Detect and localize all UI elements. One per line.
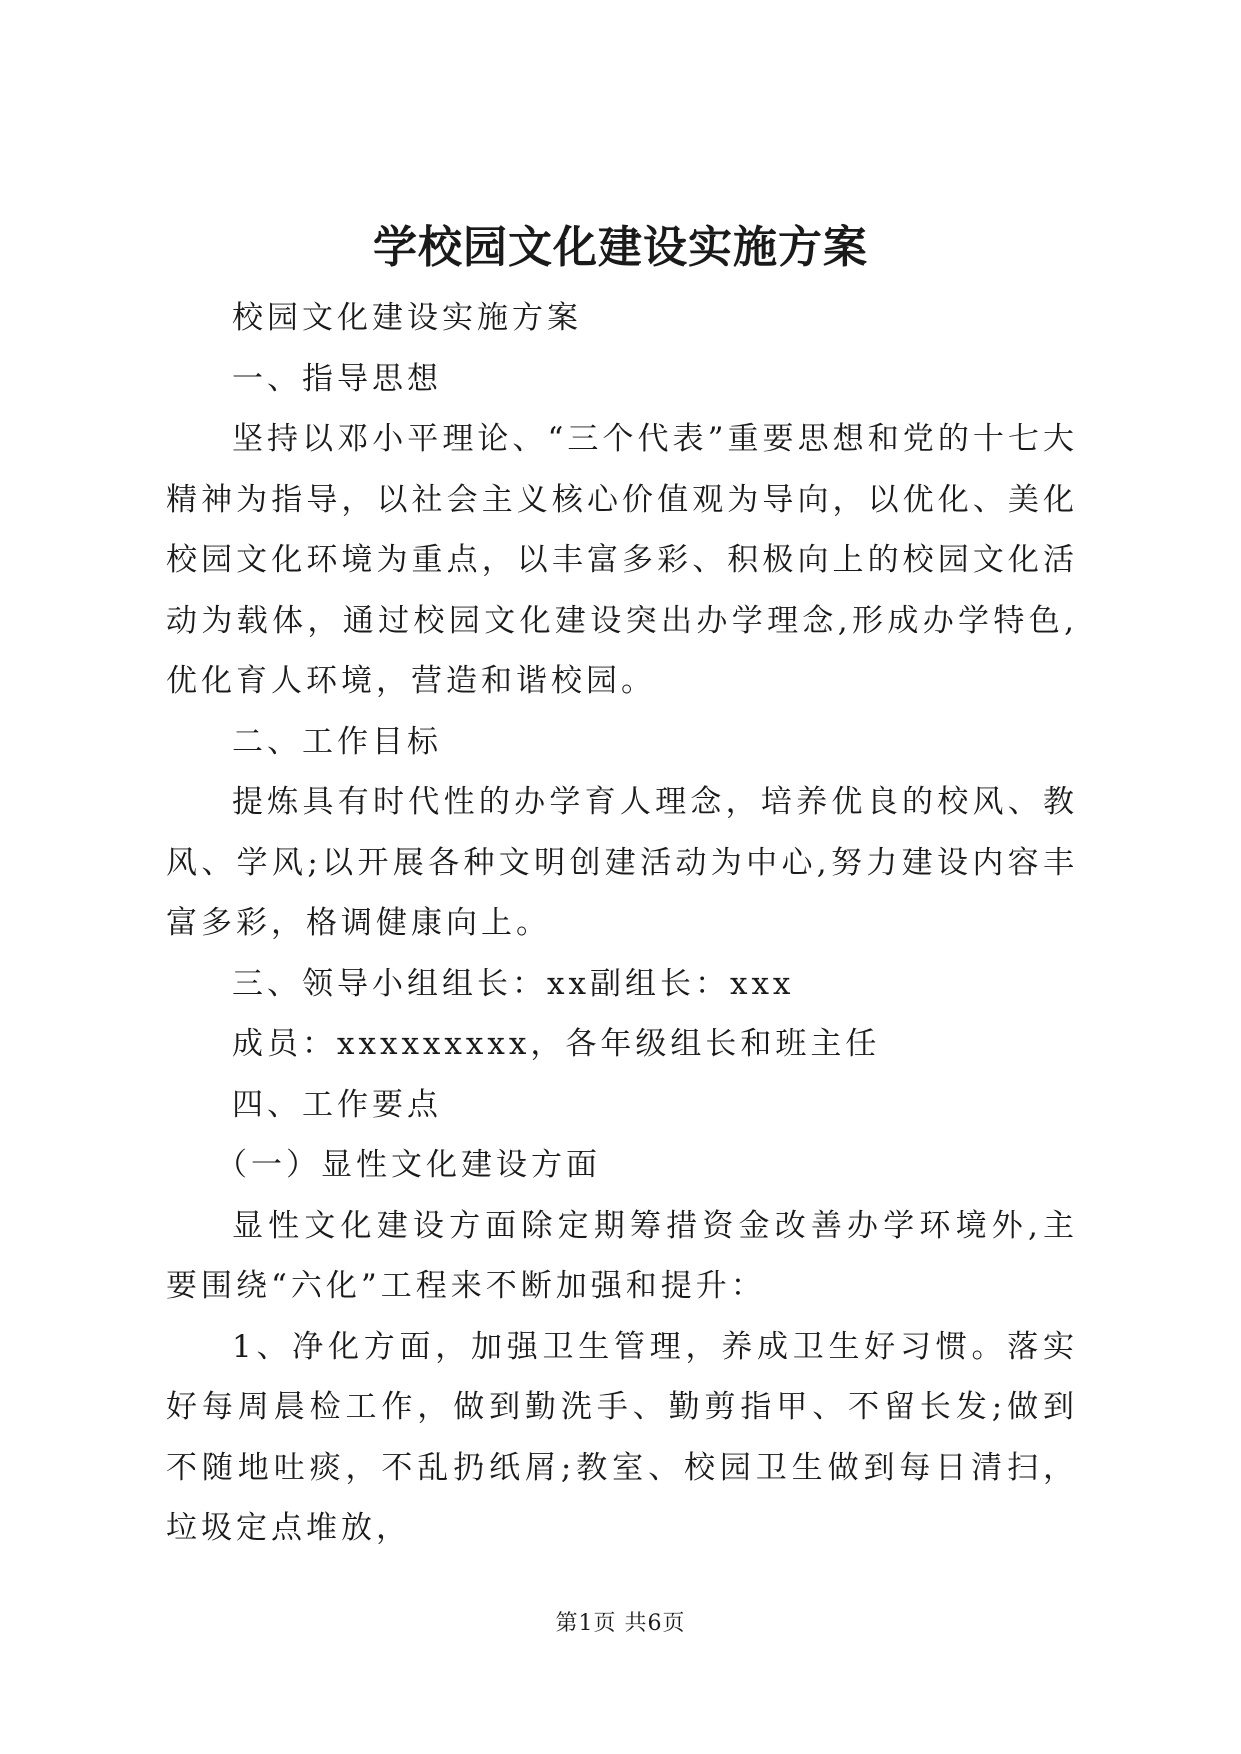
body-paragraph: 1、净化方面，加强卫生管理，养成卫生好习惯。落实好每周晨检工作，做到勤洗手、勤剪指甲、不留长发;做到不随地吐痰，不乱扔纸屑;教室、校园卫生做到每日清扫，垃圾定点堆放， <box>166 1328 1078 1546</box>
body-paragraph: 提炼具有时代性的办学育人理念，培养优良的校风、教风、学风;以开展各种文明创建活动为中心,努力建设内容丰富多彩，格调健康向上。 <box>166 784 1078 941</box>
body-paragraph: 显性文化建设方面除定期筹措资金改善办学环境外,主要围绕“六化”工程来不断加强和提升： <box>166 1207 1078 1304</box>
subtitle-paragraph: 校园文化建设实施方案 <box>232 300 582 336</box>
page-number-footer: 第1页 共6页 <box>555 1611 686 1636</box>
section-heading-guiding-ideology: 一、指导思想 <box>232 360 442 397</box>
leadership-group-line: 三、领导小组组长：xx副组长：xxx <box>232 965 795 1002</box>
section-heading-work-goals: 二、工作目标 <box>232 723 442 760</box>
body-paragraph: 坚持以邓小平理论、“三个代表”重要思想和党的十七大精神为指导，以社会主义核心价值观为导向，以优化、美化校园文化环境为重点，以丰富多彩、积极向上的校园文化活动为载体，通过校园文化建设突出办学理念,形成办学特色,优化育人环境，营造和谐校园。 <box>166 421 1078 699</box>
members-line: 成员：xxxxxxxxx，各年级组长和班主任 <box>232 1026 881 1062</box>
subsection-heading: （一）显性文化建设方面 <box>216 1147 601 1183</box>
section-heading-work-points: 四、工作要点 <box>232 1086 442 1123</box>
document-body <box>166 288 1078 1559</box>
document-title: 学校园文化建设实施方案 <box>373 222 868 273</box>
